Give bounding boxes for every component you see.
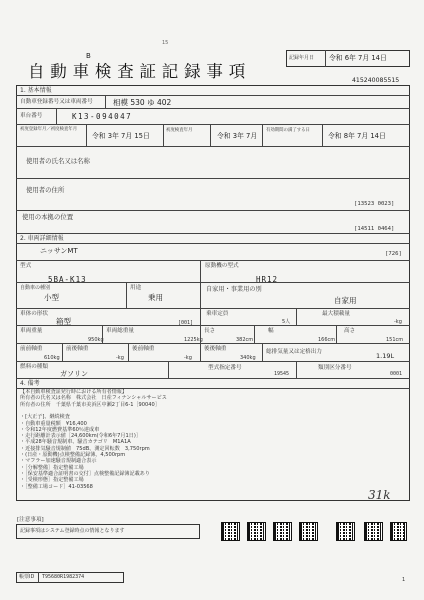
user-address-label: 使用者の住所 bbox=[26, 186, 65, 194]
fuel-value: ガソリン bbox=[60, 370, 88, 378]
first-reg-value: 令和 3年 7月 15日 bbox=[92, 132, 150, 140]
doc-id-label: 帳票ID bbox=[19, 574, 35, 580]
length-label: 長さ bbox=[204, 328, 216, 334]
section4-title: 4. 備考 bbox=[20, 380, 40, 387]
chassis-value: K13-094047 bbox=[72, 112, 133, 121]
chassis-label: 車台番号 bbox=[20, 113, 43, 119]
section1-title: 1. 基本情報 bbox=[20, 87, 52, 94]
note-line: ・マフラー加速騒音規制適合表示 bbox=[20, 458, 97, 465]
corner-mark: 1 bbox=[402, 577, 406, 583]
note-line: ・自動車重量税額 ¥16,400 bbox=[20, 420, 87, 427]
type-number-value: 19545 bbox=[274, 371, 290, 377]
private-label: 自家用・事業用の別 bbox=[206, 286, 262, 293]
shape-label: 車体の形状 bbox=[20, 311, 48, 317]
class-number-label: 類別区分番号 bbox=[318, 365, 352, 371]
rear-front-axle-value: -kg bbox=[184, 355, 192, 361]
shape-code: [001] bbox=[178, 320, 194, 326]
page-mark: 15 bbox=[162, 40, 169, 46]
max-load-label: 最大積載量 bbox=[322, 311, 350, 317]
use-label: 用途 bbox=[130, 285, 142, 291]
model-value: 5BA-K13 bbox=[48, 275, 87, 284]
fuel-label: 燃料の種類 bbox=[20, 364, 48, 370]
qr-code-6 bbox=[364, 522, 383, 541]
note-line: ・令和12年度燃費基準60％達成車 bbox=[20, 426, 100, 433]
qr-code-3 bbox=[273, 522, 292, 541]
note-line: ・平成28年騒音規制車、騒音カテゴリ M1A1A bbox=[20, 439, 131, 446]
user-code: [13523 0023] bbox=[354, 201, 395, 207]
first-reg-label: 初度登録年月／初度検査年月 bbox=[20, 127, 78, 132]
weight-label: 車両重量 bbox=[20, 328, 43, 334]
note-line: ・［受検形態］指定整備工場 bbox=[20, 477, 84, 484]
note-line: ・走行距離計表示値［24,600km(令和6年7月1日)］ bbox=[20, 433, 141, 440]
gross-weight-value: 1225kg bbox=[184, 337, 203, 343]
front-rear-axle-label: 前後軸重 bbox=[66, 346, 89, 352]
qr-code-4 bbox=[299, 522, 318, 541]
max-load-value: -kg bbox=[394, 319, 402, 325]
form-mark: B bbox=[86, 52, 91, 60]
use-value: 乗用 bbox=[148, 293, 163, 302]
note-line: ・近接排気騒音規制値 75dB、測定回転数 3,750rpm bbox=[20, 445, 150, 452]
front-rear-axle-value: -kg bbox=[116, 355, 124, 361]
shape-value: 箱型 bbox=[56, 317, 71, 326]
section2-title: 2. 車両詳細情報 bbox=[20, 235, 64, 242]
rear-rear-axle-label: 後後軸重 bbox=[204, 346, 227, 352]
document-title: 自動車検査証記録事項 bbox=[28, 62, 251, 81]
rear-front-axle-label: 後前軸重 bbox=[132, 346, 155, 352]
width-value: 166cm bbox=[318, 337, 336, 343]
first-inspection-label: 初度検査年月 bbox=[166, 128, 193, 133]
note-line: 所有者の氏名又は名称 株式会社 日産フィナンシャルサービス bbox=[20, 395, 167, 402]
gross-weight-label: 車両総重量 bbox=[106, 328, 134, 334]
qr-code-7 bbox=[390, 522, 407, 541]
first-reg-short: 令和 3年 7月 bbox=[217, 132, 258, 140]
expiry-label: 有効期間の満了する日 bbox=[266, 128, 310, 133]
note-line: ・(日産・原動機)点検整備記録簿、4,500rpm bbox=[20, 452, 126, 458]
notice-label: [注意事項] bbox=[17, 517, 44, 523]
kind-value: 小型 bbox=[44, 293, 59, 302]
user-name-label: 使用者の氏名又は名称 bbox=[26, 157, 90, 165]
class-number-value: 0001 bbox=[390, 371, 403, 377]
handwritten-mark: 31k bbox=[368, 488, 391, 502]
notice-text: 記録事項はシステム登録時点の情報となります bbox=[20, 528, 125, 534]
note-line: ・［保安基準適合証明書の交付］点検整備記録簿記載あり bbox=[20, 470, 150, 477]
doc-id-value: T95680R1982374 bbox=[42, 574, 85, 580]
qr-code-1 bbox=[221, 522, 240, 541]
width-label: 幅 bbox=[268, 328, 274, 334]
document-number: 415240085515 bbox=[352, 77, 400, 84]
type-number-label: 型式指定番号 bbox=[208, 365, 242, 371]
weight-value: 950kg bbox=[88, 337, 104, 343]
displacement-value: 1.19L bbox=[376, 352, 395, 360]
height-value: 151cm bbox=[386, 337, 404, 343]
height-label: 高さ bbox=[344, 328, 356, 334]
displacement-label: 総排気量又は定格出力 bbox=[266, 349, 322, 355]
base-location-code: [14511 0464] bbox=[354, 226, 395, 232]
kind-label: 自動車の種別 bbox=[20, 285, 51, 291]
reg-number-label: 自動車登録番号又は車両番号 bbox=[20, 99, 93, 105]
note-line: ・［整備工場コード］41-03568 bbox=[20, 483, 93, 490]
engine-label: 原動機の型式 bbox=[205, 263, 239, 269]
length-value: 382cm bbox=[236, 337, 254, 343]
reg-number-value: 相模 530 ゆ 402 bbox=[113, 98, 172, 107]
qr-code-5 bbox=[336, 522, 355, 541]
front-front-axle-value: 610kg bbox=[44, 355, 60, 361]
note-line: ・［分解整備］指定整備工場 bbox=[20, 464, 84, 471]
maker-code: [726] bbox=[385, 251, 402, 257]
qr-code-2 bbox=[247, 522, 266, 541]
capacity-value: 5人 bbox=[282, 319, 291, 325]
record-date-label: 記録年月日 bbox=[289, 55, 315, 61]
rear-rear-axle-value: 340kg bbox=[240, 355, 256, 361]
base-location-label: 使用の本拠の位置 bbox=[22, 213, 74, 221]
capacity-label: 乗車定員 bbox=[206, 311, 229, 317]
front-front-axle-label: 前前軸重 bbox=[20, 346, 43, 352]
note-line: ・[大正子]、継続検査 bbox=[20, 414, 70, 421]
private-value: 自家用 bbox=[334, 296, 357, 305]
note-line: 【本自動車検査証発行時における所有者情報】 bbox=[20, 389, 127, 395]
maker-value: ニッサンMT bbox=[40, 247, 78, 255]
expiry-value: 令和 8年 7月 14日 bbox=[328, 132, 386, 140]
engine-value: HR12 bbox=[256, 275, 279, 284]
model-label: 型式 bbox=[20, 263, 32, 269]
note-line: 所有者の住所 千葉県千葉市美浜区中瀬2丁目6-1［90040］ bbox=[20, 401, 160, 408]
record-date-value: 令和 6年 7月 14日 bbox=[329, 54, 387, 62]
